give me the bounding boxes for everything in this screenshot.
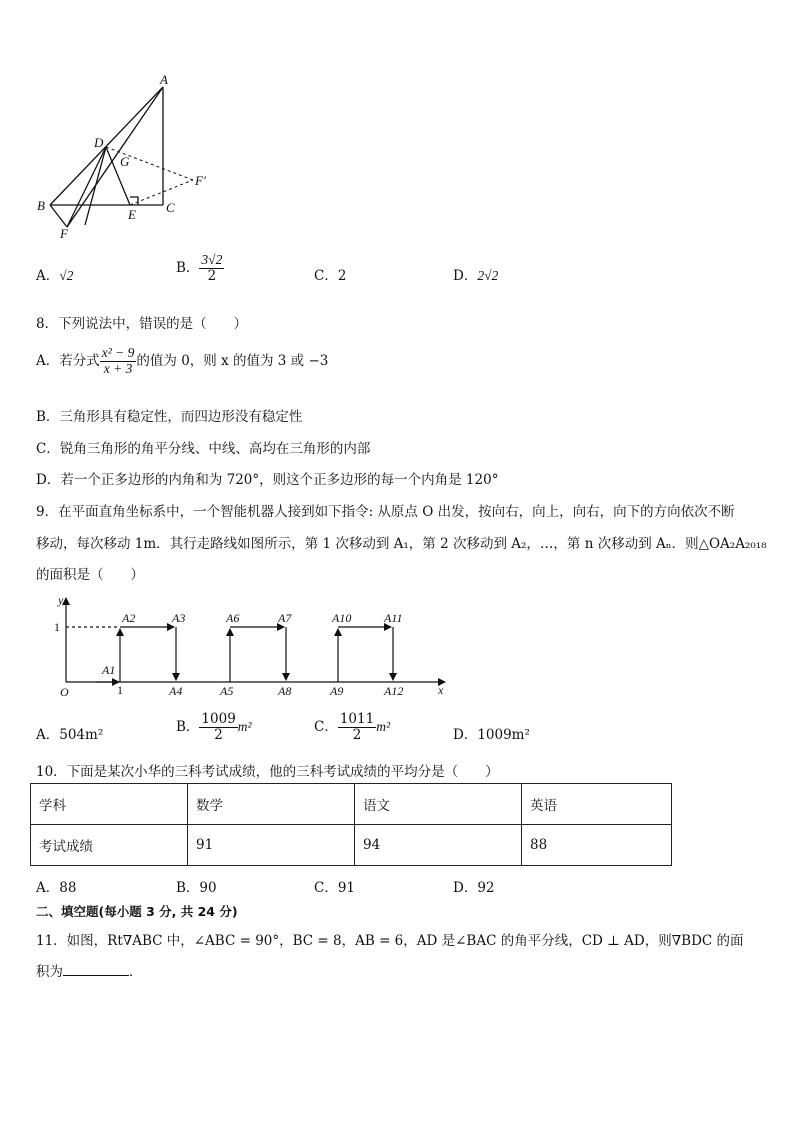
label-D: D xyxy=(94,135,104,150)
table-cell: 91 xyxy=(188,825,355,866)
q8-stem: 8．下列说法中，错误的是（ ） xyxy=(36,316,248,332)
label-A12: A12 xyxy=(384,684,404,698)
label-A2: A2 xyxy=(122,611,136,625)
q8-option-b: B．三角形具有稳定性，而四边形没有稳定性 xyxy=(36,409,303,425)
table-cell: 英语 xyxy=(522,784,672,825)
q10-option-d: D．92 xyxy=(453,880,495,896)
label-A8: A8 xyxy=(278,684,292,698)
q9-option-d: D．1009m² xyxy=(453,727,530,743)
y-tick-1: 1 xyxy=(54,620,60,634)
q10-stem: 10．下面是某次小华的三科考试成绩，他的三科考试成绩的平均分是（ ） xyxy=(36,764,499,780)
origin-label: O xyxy=(60,685,69,699)
label-A5: A5 xyxy=(220,684,234,698)
axis-y-label: y xyxy=(58,593,64,607)
q7-option-b: B． $\frac{3√2}{2}$ xyxy=(176,252,223,284)
label-A11: A11 xyxy=(384,611,403,625)
label-A1: A1 xyxy=(102,663,116,677)
table-cell: 语文 xyxy=(355,784,522,825)
table-cell: 学科 xyxy=(31,784,188,825)
label-B: B xyxy=(37,198,45,213)
q11-line-1: 11．如图，Rt∇ABC 中，∠ABC = 90°，BC = 8，AB = 6，AD 是∠BAC 的角平分线，CD ⊥ AD，则∇BDC 的面 xyxy=(36,933,744,949)
label-C: C xyxy=(166,200,175,215)
robot-path-graph xyxy=(40,592,460,702)
label-A: A xyxy=(160,74,168,87)
label-F-prime: F′ xyxy=(195,173,206,188)
table-cell: 94 xyxy=(355,825,522,866)
q8-option-c: C．锐角三角形的角平分线、中线、高均在三角形的内部 xyxy=(36,441,371,457)
axis-x-label: x xyxy=(438,683,444,697)
label-E: E xyxy=(128,207,136,222)
answer-blank xyxy=(63,963,129,976)
q7-option-d: D．2√2 xyxy=(453,268,499,284)
q9-line-2: 移动，每次移动 1m．其行走路线如图所示，第 1 次移动到 A₁，第 2 次移动到 A₂，…，第 n 次移动到 Aₙ．则△OA₂A₂₀₁₈ xyxy=(36,536,767,552)
q9-option-a: A．504m² xyxy=(36,727,104,743)
q10-option-a: A．88 xyxy=(36,880,77,896)
label-A9: A9 xyxy=(330,684,344,698)
q8-option-a: A．若分式 $\frac{\text{x² − 9}}{x + 3}$ 的值为 0，则 x 的值为 3 或 −3 xyxy=(36,345,329,376)
label-A7: A7 xyxy=(278,611,292,625)
q7-option-c: C．2 xyxy=(314,268,347,284)
label-G: G xyxy=(120,154,130,169)
q7-option-a: A．√2 xyxy=(36,268,74,284)
x-tick-1: 1 xyxy=(117,683,123,697)
triangle-figure xyxy=(30,74,220,244)
section-heading: 二、填空题(每小题 3 分, 共 24 分) xyxy=(36,904,238,919)
table-cell: 88 xyxy=(522,825,672,866)
scores-table xyxy=(30,783,672,866)
table-row xyxy=(31,825,672,866)
label-A6: A6 xyxy=(226,611,240,625)
label-A10: A10 xyxy=(332,611,352,625)
q9-option-b: B． $\frac{1009}{2}$ m² xyxy=(176,711,252,743)
label-A4: A4 xyxy=(169,684,183,698)
q8-option-d: D．若一个正多边形的内角和为 720°，则这个正多边形的每一个内角是 120° xyxy=(36,472,499,488)
q11-line-2: 积为 ． xyxy=(36,964,143,980)
table-cell: 数学 xyxy=(188,784,355,825)
label-F: F xyxy=(60,226,68,241)
q9-line-3: 的面积是（ ） xyxy=(36,567,144,583)
label-A3: A3 xyxy=(172,611,186,625)
q10-option-c: C．91 xyxy=(314,880,356,896)
table-cell: 考试成绩 xyxy=(31,825,188,866)
q9-option-c: C． $\frac{1011}{2}$ m² xyxy=(314,711,390,743)
q10-option-b: B．90 xyxy=(176,880,217,896)
q9-line-1: 9．在平面直角坐标系中，一个智能机器人接到如下指令: 从原点 O 出发，按向右，向上，向右，向下的方向依次不断 xyxy=(36,504,735,520)
table-header-row xyxy=(31,784,672,825)
